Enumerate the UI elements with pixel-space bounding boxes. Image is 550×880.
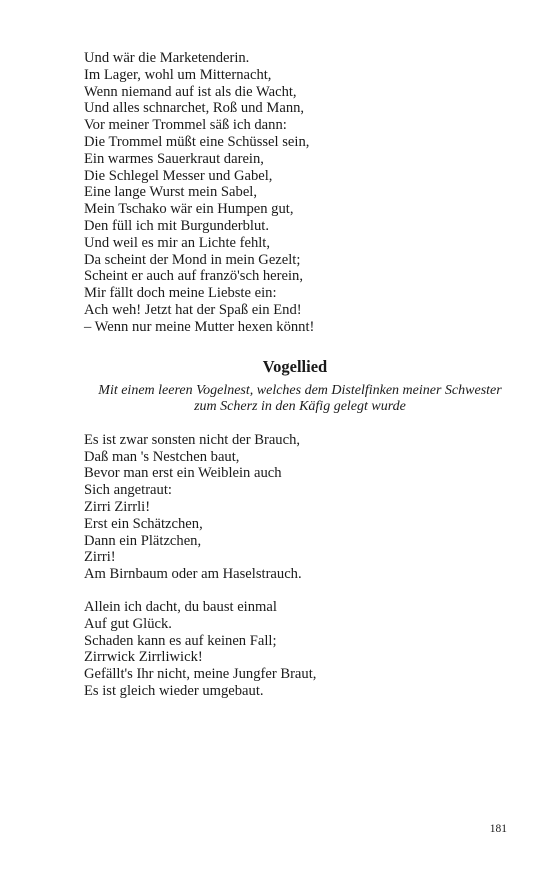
verse-line: Im Lager, wohl um Mitternacht,	[84, 66, 272, 83]
verse-line: Mein Tschako wär ein Humpen gut,	[84, 201, 294, 218]
verse-line: Und weil es mir an Lichte fehlt,	[84, 234, 271, 251]
verse-line: Und alles schnarchet, Roß und Mann,	[84, 100, 305, 117]
verse-line: Bevor man erst ein Weiblein auch	[84, 465, 282, 482]
verse-line: Und wär die Marketenderin.	[84, 50, 250, 66]
verse-line: Es ist zwar sonsten nicht der Brauch,	[84, 431, 301, 448]
vogellied-stanza-1	[84, 432, 514, 583]
verse-line: Auf gut Glück.	[84, 615, 172, 632]
poem-dedication	[82, 383, 518, 416]
poem-title: Vogellied	[262, 356, 328, 376]
verse-line: Vor meiner Trommel säß ich dann:	[84, 117, 287, 134]
verse-line: Die Schlegel Messer und Gabel,	[84, 167, 273, 184]
verse-line: Gefällt's Ihr nicht, meine Jungfer Braut,	[84, 666, 317, 683]
verse-line: – Wenn nur meine Mutter hexen könnt!	[84, 318, 315, 335]
verse-line: Wenn niemand auf ist als die Wacht,	[84, 83, 297, 100]
vogellied-stanza-2	[84, 599, 514, 700]
verse-line: Mir fällt doch meine Liebste ein:	[84, 285, 277, 302]
verse-line: Zirrwick Zirrliwick!	[84, 649, 203, 666]
verse-line: Zirri!	[84, 549, 116, 566]
verse-line: Es ist gleich wieder umgebaut.	[84, 682, 264, 699]
verse-line: Daß man 's Nestchen baut,	[84, 448, 240, 465]
verse-line: Sich angetraut:	[84, 482, 172, 499]
verse-line: Eine lange Wurst mein Sabel,	[84, 184, 258, 201]
verse-line: Dann ein Plätzchen,	[84, 532, 202, 549]
verse-line: Erst ein Schätzchen,	[84, 515, 203, 532]
verse-line: Ach weh! Jetzt hat der Spaß ein End!	[84, 301, 302, 318]
book-page	[84, 50, 514, 700]
verse-line: Allein ich dacht, du baust einmal	[84, 598, 277, 615]
page-number: 181	[489, 823, 507, 835]
verse-line: Da scheint der Mond in mein Gezelt;	[84, 251, 301, 268]
verse-line: Die Trommel müßt eine Schüssel sein,	[84, 133, 310, 150]
verse-line: Ein warmes Sauerkraut darein,	[84, 150, 264, 167]
verse-line: Schaden kann es auf keinen Fall;	[84, 632, 277, 649]
dedication-line: Mit einem leeren Vogelnest, welches dem Distelfinken meiner Schwester	[98, 382, 502, 398]
verse-line: Den füll ich mit Burgunderblut.	[84, 217, 269, 234]
verse-line: Zirri Zirrli!	[84, 498, 151, 515]
poem-fragment-stanza	[84, 50, 514, 336]
dedication-line: zum Scherz in den Käfig gelegt wurde	[194, 399, 406, 415]
verse-line: Am Birnbaum oder am Haselstrauch.	[84, 566, 302, 583]
verse-line: Scheint er auch auf franzö'sch herein,	[84, 268, 303, 285]
